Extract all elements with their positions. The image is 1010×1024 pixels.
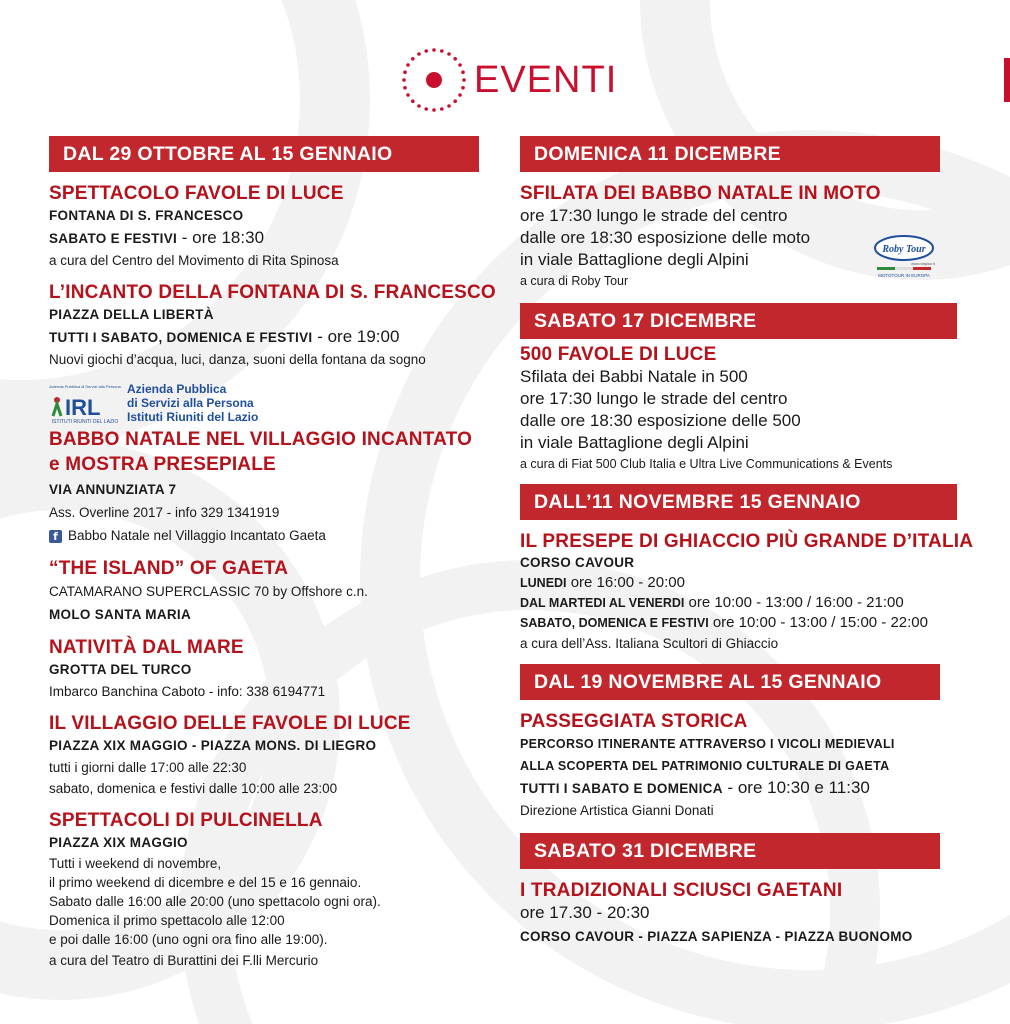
facebook-page-name: Babbo Natale nel Villaggio Incantato Gaeta	[68, 528, 326, 543]
page-title: EVENTI	[474, 58, 618, 101]
event-line: sabato, domenica e festivi dalle 10:00 alle 23:00	[49, 781, 338, 796]
dotted-circle-icon	[400, 46, 468, 114]
right-column	[520, 136, 974, 950]
event-info: Imbarco Banchina Caboto - info: 338 6194771	[49, 684, 326, 699]
irl-line: Azienda Pubblica	[127, 382, 227, 396]
event-line: Tutti i weekend di novembre,	[49, 856, 222, 871]
event-title: L’INCANTO DELLA FONTANA DI S. FRANCESCO	[49, 282, 496, 303]
schedule-time: ore 16:00 - 20:00	[566, 574, 685, 591]
section-sabato-31	[520, 833, 960, 950]
schedule-days: DAL MARTEDI AL VENERDI	[520, 596, 685, 610]
event-schedule	[49, 227, 479, 250]
event-time: - ore 18:30	[177, 228, 265, 247]
event-place: GROTTA DEL TURCO	[49, 662, 192, 677]
event-note: a cura di Fiat 500 Club Italia e Ultra Live Communications & Events	[520, 457, 893, 471]
event-title: IL VILLAGGIO DELLE FAVOLE DI LUCE	[49, 713, 411, 734]
event-note: a cura dell’Ass. Italiana Scultori di Ghiaccio	[520, 636, 779, 651]
event-sciusci	[520, 879, 960, 950]
event-place: FONTANA DI S. FRANCESCO	[49, 208, 244, 223]
event-time: - ore 19:00	[312, 327, 400, 346]
event-incanto-fontana	[49, 281, 496, 370]
edge-accent-bar	[1004, 58, 1010, 102]
irl-line: Istituti Riuniti del Lazio	[127, 410, 259, 424]
event-days: TUTTI I SABATO E DOMENICA	[520, 781, 723, 796]
event-title: BABBO NATALE NEL VILLAGGIO INCANTATO	[49, 429, 473, 450]
facebook-link[interactable]	[49, 525, 479, 547]
schedule-days: SABATO, DOMENICA E FESTIVI	[520, 616, 709, 630]
event-schedule	[520, 593, 960, 613]
event-title: SPETTACOLO FAVOLE DI LUCE	[49, 183, 344, 204]
event-line: il primo weekend di dicembre e del 15 e 16 gennaio.	[49, 875, 362, 890]
roby-logo-url: www.robytour.it	[911, 262, 935, 266]
event-place: MOLO SANTA MARIA	[49, 607, 192, 622]
irl-small-top: Azienda Pubblica di Servizi alla Persona	[49, 384, 121, 389]
event-place: VIA ANNUNZIATA 7	[49, 482, 177, 497]
event-description: PERCORSO ITINERANTE ATTRAVERSO I VICOLI MEDIEVALI	[520, 737, 895, 751]
event-note: Direzione Artistica Gianni Donati	[520, 803, 714, 818]
section-dall-11-novembre	[520, 484, 974, 654]
irl-line: di Servizi alla Persona	[127, 396, 254, 410]
roby-tour-logo	[873, 235, 935, 279]
event-schedule	[520, 777, 960, 800]
event-line: dalle ore 18:30 esposizione delle 500	[520, 411, 801, 430]
section-header: SABATO 31 DICEMBRE	[520, 833, 940, 869]
event-line: Domenica il primo spettacolo alle 12:00	[49, 913, 285, 928]
schedule-time: ore 10:00 - 13:00 / 15:00 - 22:00	[708, 614, 928, 631]
irl-mark-text: IRL	[65, 395, 101, 420]
event-place: CORSO CAVOUR - PIAZZA SAPIENZA - PIAZZA BUONOMO	[520, 929, 913, 944]
event-pulcinella	[49, 809, 479, 973]
event-time: - ore 10:30 e 11:30	[722, 778, 870, 797]
event-line: ore 17:30 lungo le strade del centro	[520, 389, 788, 408]
event-line: in viale Battaglione degli Alpini	[520, 250, 749, 269]
event-the-island	[49, 557, 479, 626]
event-line: in viale Battaglione degli Alpini	[520, 433, 749, 452]
event-spettacolo-favole	[49, 182, 479, 271]
event-title: NATIVITÀ DAL MARE	[49, 637, 244, 658]
facebook-icon: f	[49, 530, 62, 543]
irl-text	[127, 382, 258, 424]
page-header	[400, 42, 617, 118]
event-line: dalle ore 18:30 esposizione delle moto	[520, 228, 811, 247]
event-place: PIAZZA DELLA LIBERTÀ	[49, 307, 214, 322]
event-place: CORSO CAVOUR	[520, 555, 635, 570]
event-title: 500 FAVOLE DI LUCE	[520, 344, 717, 365]
irl-small-bottom: ISTITUTI RIUNITI DEL LAZIO	[51, 419, 119, 424]
event-line: e poi dalle 16:00 (uno ogni ora fino alle 19:00).	[49, 932, 328, 947]
event-note: a cura del Centro del Movimento di Rita Spinosa	[49, 253, 339, 268]
section-header: SABATO 17 DICEMBRE	[520, 303, 957, 339]
event-babbo-villaggio	[49, 428, 479, 547]
event-title: SFILATA DEI BABBO NATALE IN MOTO	[520, 183, 881, 204]
event-title: I TRADIZIONALI SCIUSCI GAETANI	[520, 880, 843, 901]
event-line: ore 17:30 lungo le strade del centro	[520, 206, 788, 225]
event-place: PIAZZA XIX MAGGIO - PIAZZA MONS. DI LIEGRO	[49, 738, 377, 753]
schedule-time: ore 10:00 - 13:00 / 16:00 - 21:00	[684, 594, 904, 611]
event-days: TUTTI I SABATO, DOMENICA E FESTIVI	[49, 330, 313, 345]
event-note: a cura di Roby Tour	[520, 274, 629, 288]
section-sabato-17	[520, 303, 960, 474]
event-line: Sabato dalle 16:00 alle 20:00 (uno spettacolo ogni ora).	[49, 894, 381, 909]
section-header: DAL 19 NOVEMBRE AL 15 GENNAIO	[520, 664, 940, 700]
irl-mark-icon	[49, 382, 121, 424]
event-nativita-mare	[49, 636, 479, 702]
event-500-favole	[520, 343, 960, 474]
event-villaggio-favole	[49, 712, 479, 799]
event-time: ore 17.30 - 20:30	[520, 903, 650, 922]
event-description: ALLA SCOPERTA DEL PATRIMONIO CULTURALE DI GAETA	[520, 759, 890, 773]
event-line: tutti i giorni dalle 17:00 alle 22:30	[49, 760, 247, 775]
section-header: DALL’11 NOVEMBRE 15 GENNAIO	[520, 484, 957, 520]
section-header: DAL 29 OTTOBRE AL 15 GENNAIO	[49, 136, 479, 172]
event-place: PIAZZA XIX MAGGIO	[49, 835, 188, 850]
event-days: SABATO E FESTIVI	[49, 231, 178, 246]
event-note: Nuovi giochi d’acqua, luci, danza, suoni della fontana da sogno	[49, 352, 426, 367]
schedule-days: LUNEDI	[520, 576, 567, 590]
event-title: PASSEGGIATA STORICA	[520, 711, 748, 732]
roby-logo-tag: MOTOTOUR IN EUROPA	[878, 273, 930, 278]
roby-logo-name: Roby Tour	[882, 244, 926, 255]
event-presepe-ghiaccio	[520, 530, 974, 654]
event-title: “THE ISLAND” OF GAETA	[49, 558, 289, 579]
section-domenica-11	[520, 136, 960, 291]
section-dal-19-novembre	[520, 664, 960, 821]
event-title-line2: e MOSTRA PRESEPIALE	[49, 454, 276, 475]
event-schedule	[49, 326, 479, 349]
event-title: SPETTACOLI DI PULCINELLA	[49, 810, 323, 831]
irl-logo	[49, 382, 479, 424]
left-column	[49, 136, 496, 973]
event-note: a cura del Teatro di Burattini dei F.lli Mercurio	[49, 953, 319, 968]
event-schedule	[520, 573, 960, 593]
event-title: IL PRESEPE DI GHIACCIO PIÙ GRANDE D’ITALIA	[520, 531, 974, 552]
section-header: DOMENICA 11 DICEMBRE	[520, 136, 940, 172]
event-line: CATAMARANO SUPERCLASSIC 70 by Offshore c.n.	[49, 584, 368, 599]
event-passeggiata-storica	[520, 710, 960, 821]
event-line: Sfilata dei Babbi Natale in 500	[520, 367, 748, 386]
event-schedule	[520, 613, 960, 633]
event-info: Ass. Overline 2017 - info 329 1341919	[49, 505, 280, 520]
